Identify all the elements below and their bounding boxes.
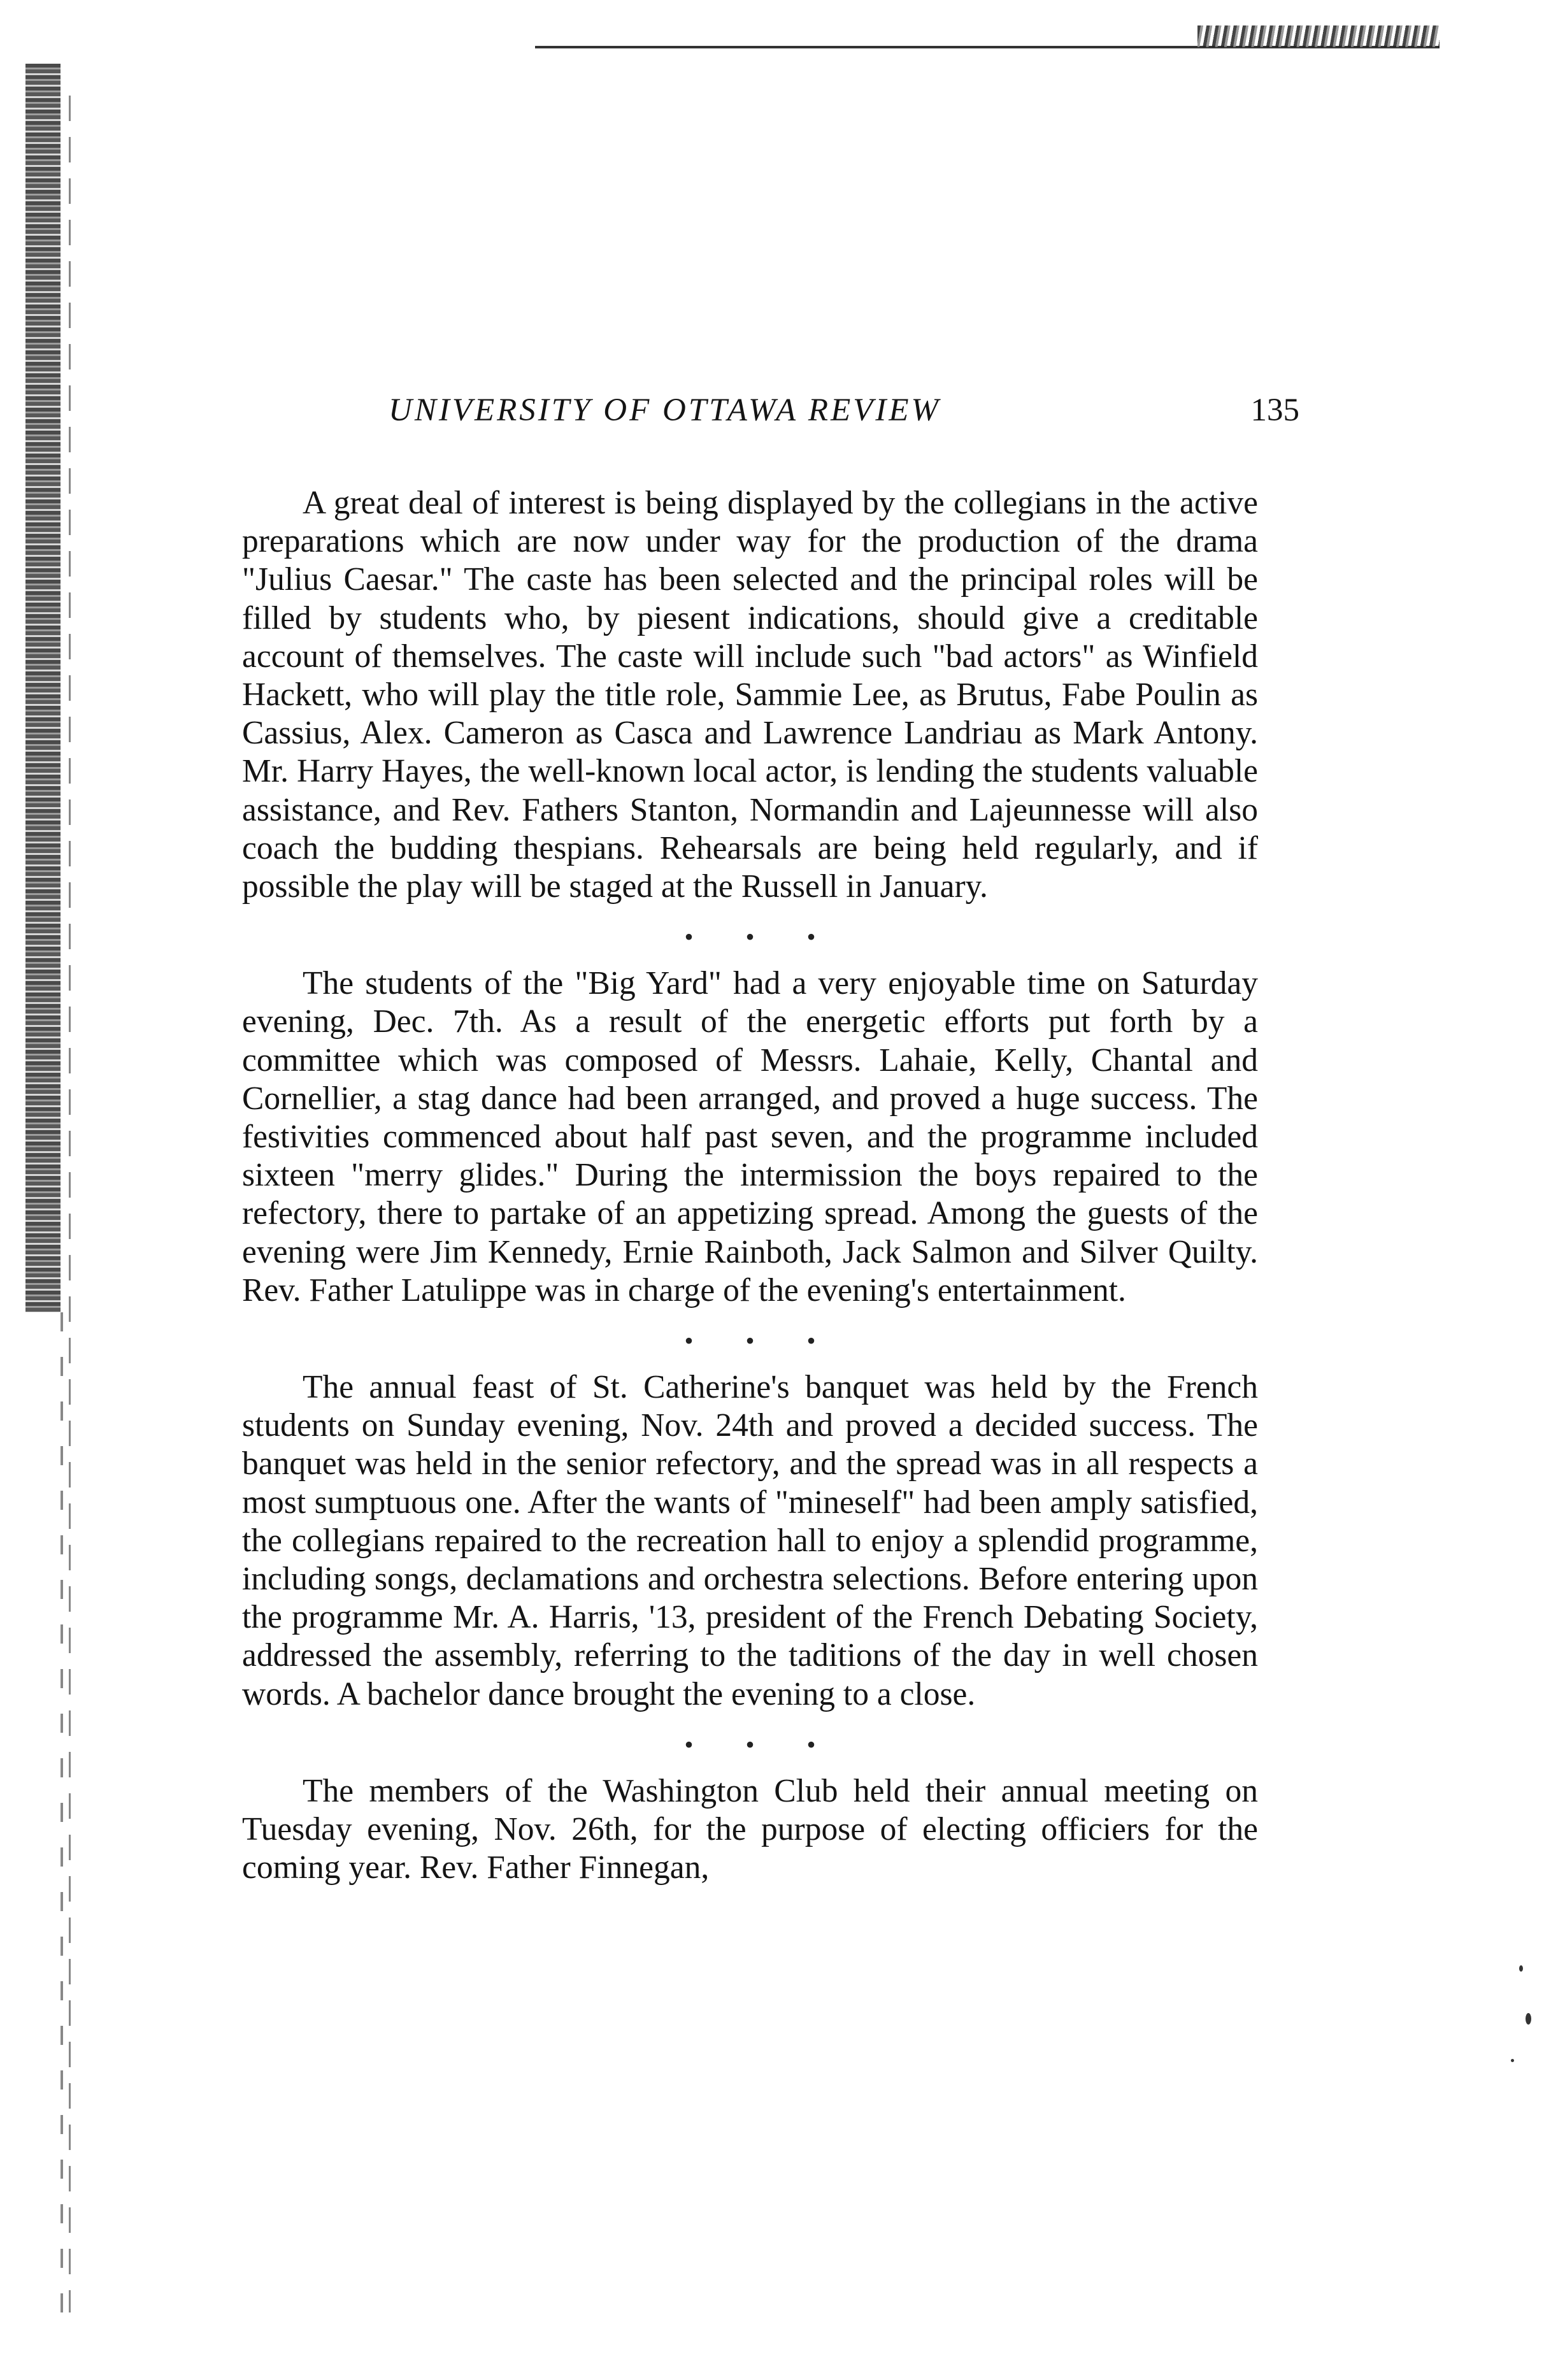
page-body xyxy=(242,484,1258,1888)
page-edge-rule xyxy=(69,96,71,2312)
section-divider: • • • xyxy=(684,1730,839,1759)
scan-speck xyxy=(1519,1965,1523,1972)
section-divider: • • • xyxy=(684,1326,839,1356)
article-st-catherine-banquet: The annual feast of St. Catherine's banquet was held by the French students on Sunday evening, Nov. 24th and proved a decided success. The banquet was held in the senior refectory, and the spread was in all respects a most sumptuous one. After the wants of "mineself" had been amply satisfied, the collegians repaired to the recreation hall to enjoy a splendid programme, including songs, declamations and orchestra selections. Before entering upon the programme Mr. A. Harris, '13, president of the French Debating Society, addressed the assembly, referring to the taditions of the day in well chosen words. A bachelor dance brought the evening to a close. xyxy=(242,1369,1258,1712)
running-title: UNIVERSITY OF OTTAWA REVIEW xyxy=(389,392,941,428)
article-julius-caesar: A great deal of interest is being displayed by the collegians in the active preparations which are now under way for the production of the drama "Julius Caesar." The caste has been selected and the principal roles will be filled by students who, by piesent indications, should give a creditable account of themselves. The caste will include such "bad actors" as Winfield Hackett, who will play the title role, Sammie Lee, as Brutus, Fabe Poulin as Cassius, Alex. Cameron as Casca and Lawrence Landriau as Mark Antony. Mr. Harry Hayes, the well-known local actor, is lending the students valuable assistance, and Rev. Fathers Stanton, Normandin and Lajeunnesse will also coach the budding thespians. Rehearsals are being held regularly, and if possible the play will be staged at the Russell in January. xyxy=(242,485,1258,905)
article-big-yard-dance: The students of the "Big Yard" had a very enjoyable time on Saturday evening, Dec. 7th. As a result of the energetic efforts put forth by a committee which was composed of Messrs. Lahaie, Kelly, Chantal and Cornellier, a stag dance had been arranged, and proved a huge success. The festivities commenced about half past seven, and the programme included sixteen "merry glides." During the intermission the boys repaired to the refectory, there to partake of an appetizing spread. Among the guests of the evening were Jim Kennedy, Ernie Rainboth, Jack Salmon and Silver Quilty. Rev. Father Latulippe was in charge of the evening's entertainment. xyxy=(242,965,1258,1308)
scan-binding-trace xyxy=(61,1312,63,2332)
page-header xyxy=(389,392,1299,443)
scan-speck xyxy=(1526,2013,1531,2025)
scan-binding-shadow xyxy=(25,64,61,1312)
article-washington-club: The members of the Washington Club held their annual meeting on Tuesday evening, Nov. 26th, for the purpose of electing officiers for the coming year. Rev. Father Finnegan, xyxy=(242,1772,1258,1886)
page-number: 135 xyxy=(1250,392,1299,428)
top-scan-smudge xyxy=(1197,25,1440,47)
scan-speck xyxy=(1511,2059,1514,2062)
section-divider: • • • xyxy=(684,922,839,952)
